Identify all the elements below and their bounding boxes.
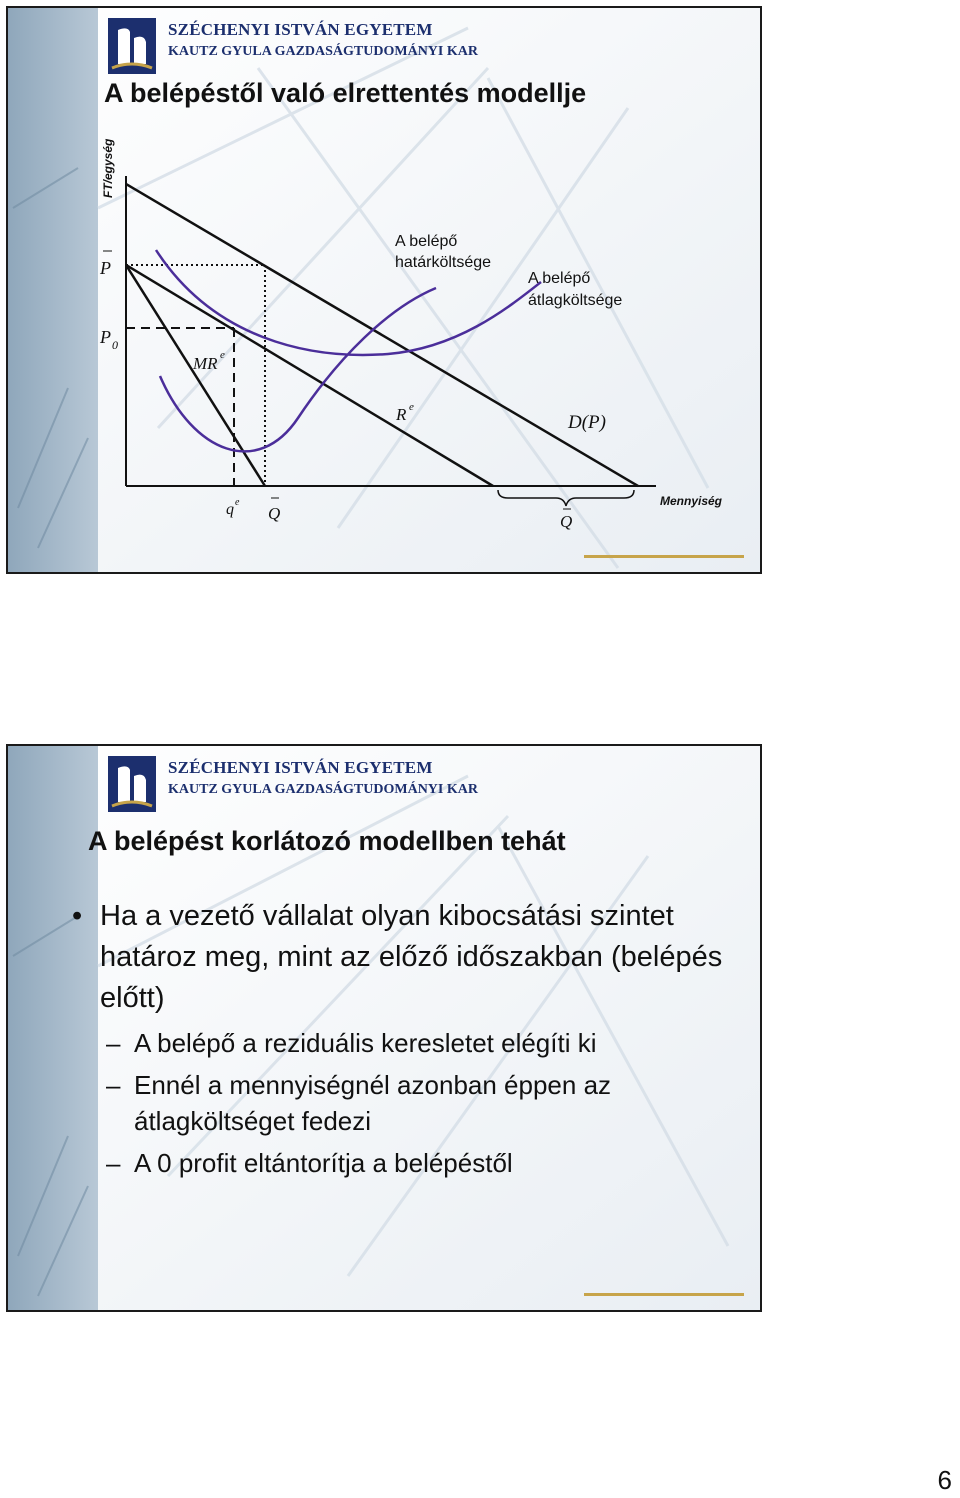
sub-bullet [70,1025,730,1061]
average-cost-label-line1: A belépő [528,270,591,287]
demand-label: D(P) [568,412,606,433]
x-axis-label: Mennyiség [660,494,723,508]
university-logo [108,756,156,812]
marginal-cost-label-line1: A belépő [395,233,458,250]
mr-label: MR [193,354,218,373]
re-label: R [396,405,407,424]
faculty-name: KAUTZ GYULA GAZDASÁGTUDOMÁNYI KAR [168,782,478,797]
entry-deterrence-chart [8,8,760,572]
bullet-list [70,896,730,1181]
sub-bullet [70,1145,730,1181]
dash-marker: – [106,1028,121,1058]
mr-superscript: e [220,349,225,361]
price-p0-subscript: 0 [112,338,118,352]
faculty-name: KAUTZ GYULA GAZDASÁGTUDOMÁNYI KAR [168,44,478,59]
university-name: SZÉCHENYI ISTVÁN EGYETEM [168,758,433,777]
accent-line [584,1293,744,1296]
qbar-large-label: Q [560,512,573,531]
qe-superscript: e [235,497,240,508]
residual-quantity-brace [498,490,634,506]
dash-marker: – [106,1148,121,1178]
university-name: SZÉCHENYI ISTVÁN EGYETEM [168,20,433,39]
dash-marker: – [106,1070,121,1100]
bullet-main: • Ha a vezető vállalat olyan kibocsátási szintet határoz meg, mint az előző időszakban (belépés előtt) [70,896,730,1019]
accent-line [584,555,744,558]
slide-2 [6,744,762,1312]
price-p0-label: P [100,327,111,347]
price-pbar-label: P [100,258,111,278]
marginal-revenue-curve [126,265,265,486]
page-number: 6 [937,1465,952,1495]
slide-1-title: A belépéstől való elrettentés modellje [104,78,587,108]
slide-1 [6,6,762,574]
qbar-small-label: Q [268,504,281,523]
sub-bullet-text: Ennél a mennyiségnél azonban éppen az átlagköltséget fedezi [134,1070,612,1136]
sub-bullet-text: A belépő a reziduális keresletet elégíti ki [134,1028,597,1058]
residual-demand-curve [126,265,493,486]
demand-curve [126,184,638,486]
slide-2-title: A belépést korlátozó modellben tehát [88,826,566,856]
y-axis-label: FT/egység [101,138,115,198]
sub-bullet-text: A 0 profit eltántorítja a belépéstől [134,1148,513,1178]
qe-label: q [226,501,234,518]
marginal-cost-label-line2: határköltsége [395,254,492,271]
re-superscript: e [409,401,414,413]
average-cost-label-line2: átlagköltsége [528,292,623,309]
sub-bullet [70,1067,730,1139]
